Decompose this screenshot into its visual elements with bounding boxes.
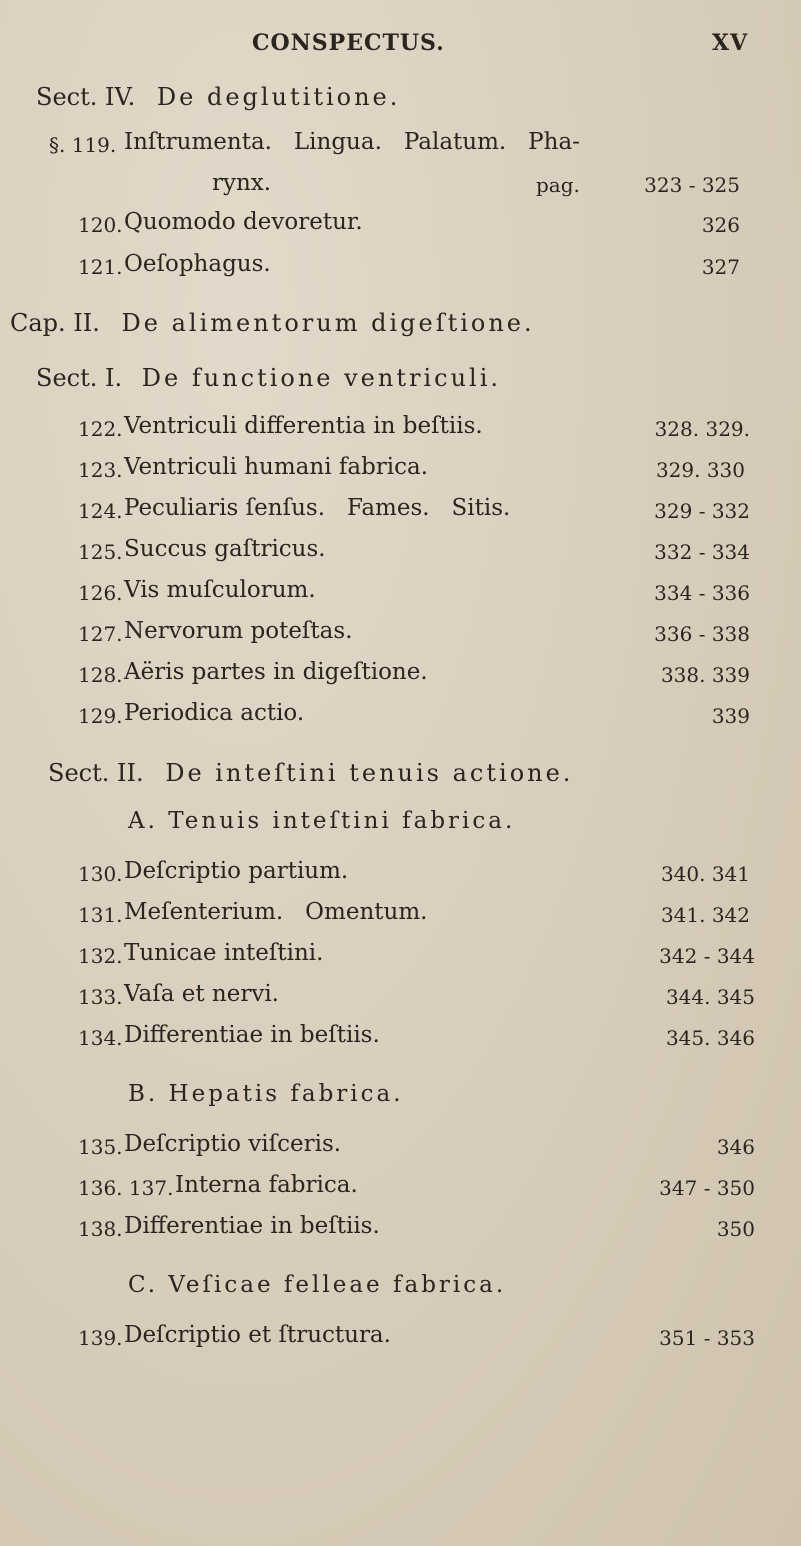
entry-number: 125. <box>78 540 123 564</box>
entry-pages: 350 <box>716 1217 755 1241</box>
entry-text: Succus gaſtricus. <box>124 536 326 562</box>
entry-number: 126. <box>78 581 123 605</box>
entry-text: Vis muſculorum. <box>124 577 316 603</box>
entry-pages: 332 - 334 <box>654 540 750 564</box>
entry-number: 120. <box>78 213 123 237</box>
entry-number: 134. <box>78 1026 123 1050</box>
entry-text: Nervorum poteſtas. <box>124 618 353 644</box>
entry-number: 123. <box>78 458 123 482</box>
entry-pages: 326 <box>701 213 740 237</box>
pag-label: pag. <box>536 173 580 197</box>
entry-pages: 336 - 338 <box>654 622 750 646</box>
section-title: De deglutitione. <box>156 83 401 111</box>
entry-text: Quomodo devoretur. <box>124 209 363 235</box>
entry-text: Ventriculi differentia in beſtiis. <box>124 413 483 439</box>
entry-number: 131. <box>78 903 123 927</box>
entry-pages: 328. 329. <box>654 417 750 441</box>
entry-number: 138. <box>78 1217 123 1241</box>
entry-text: Vaſa et nervi. <box>124 981 279 1007</box>
running-header-title: CONSPECTUS. <box>252 30 445 56</box>
entry-pages: 323 - 325 <box>644 173 740 197</box>
entry-text: Tunicae inteſtini. <box>124 940 324 966</box>
entry-pages: 347 - 350 <box>659 1176 755 1200</box>
section-label: Sect. IV. <box>36 83 136 111</box>
entry-text: Differentiae in beſtiis. <box>124 1213 380 1239</box>
entry-pages: 329. 330 <box>655 458 745 482</box>
entry-pages: 340. 341 <box>660 862 750 886</box>
page-number: XV <box>712 30 749 56</box>
entry-number: 122. <box>78 417 123 441</box>
entry-number: §. 119. <box>49 133 117 157</box>
entry-text: Interna fabrica. <box>175 1172 358 1198</box>
section-heading <box>48 759 573 787</box>
section-title: De functione ventriculi. <box>141 364 502 392</box>
section-heading <box>36 364 501 392</box>
entry-pages: 327 <box>701 255 740 279</box>
subsection-heading: C. Veſicae felleae fabrica. <box>128 1272 507 1298</box>
entry-pages: 345. 346 <box>665 1026 755 1050</box>
entry-pages: 351 - 353 <box>659 1326 755 1350</box>
entry-number: 128. <box>78 663 123 687</box>
entry-pages: 346 <box>716 1135 755 1159</box>
entry-text: Periodica actio. <box>124 700 305 726</box>
entry-pages: 334 - 336 <box>654 581 750 605</box>
entry-number: 121. <box>78 255 123 279</box>
entry-text: Oeſophagus. <box>124 251 271 277</box>
section-label: Sect. I. <box>36 364 123 392</box>
entry-pages: 342 - 344 <box>659 944 755 968</box>
entry-number: 130. <box>78 862 123 886</box>
chapter-label: Cap. II. <box>10 309 100 337</box>
entry-text: Meſenterium. Omentum. <box>124 899 428 925</box>
entry-pages: 344. 345 <box>665 985 755 1009</box>
entry-pages: 329 - 332 <box>654 499 750 523</box>
entry-text: Aëris partes in digeſtione. <box>124 659 428 685</box>
entry-text: Differentiae in beſtiis. <box>124 1022 380 1048</box>
entry-number: 129. <box>78 704 123 728</box>
entry-text: Peculiaris ſenſus. Fames. Sitis. <box>124 495 511 521</box>
entry-number: 133. <box>78 985 123 1009</box>
chapter-heading <box>10 309 535 337</box>
entry-text: Ventriculi humani fabrica. <box>124 454 429 480</box>
entry-pages: 338. 339 <box>660 663 750 687</box>
section-title: De inteſtini tenuis actione. <box>165 759 574 787</box>
section-heading <box>36 83 400 111</box>
entry-number: 135. <box>78 1135 123 1159</box>
entry-pages: 341. 342 <box>660 903 750 927</box>
entry-number: 127. <box>78 622 123 646</box>
subsection-heading: A. Tenuis inteſtini fabrica. <box>128 808 516 834</box>
entry-pages: 339 <box>711 704 750 728</box>
entry-number: 124. <box>78 499 123 523</box>
entry-text: Deſcriptio et ſtructura. <box>124 1322 391 1348</box>
entry-text: Deſcriptio partium. <box>124 858 349 884</box>
section-label: Sect. II. <box>48 759 144 787</box>
entry-number: 139. <box>78 1326 123 1350</box>
chapter-title: De alimentorum digeſtione. <box>121 309 535 337</box>
entry-text: Deſcriptio viſceris. <box>124 1131 342 1157</box>
entry-text-continued: rynx. <box>212 170 272 196</box>
subsection-heading: B. Hepatis fabrica. <box>128 1081 404 1107</box>
entry-number: 132. <box>78 944 123 968</box>
entry-number: 136. 137. <box>78 1176 174 1200</box>
entry-text: Inſtrumenta. Lingua. Palatum. Pha- <box>124 129 580 155</box>
